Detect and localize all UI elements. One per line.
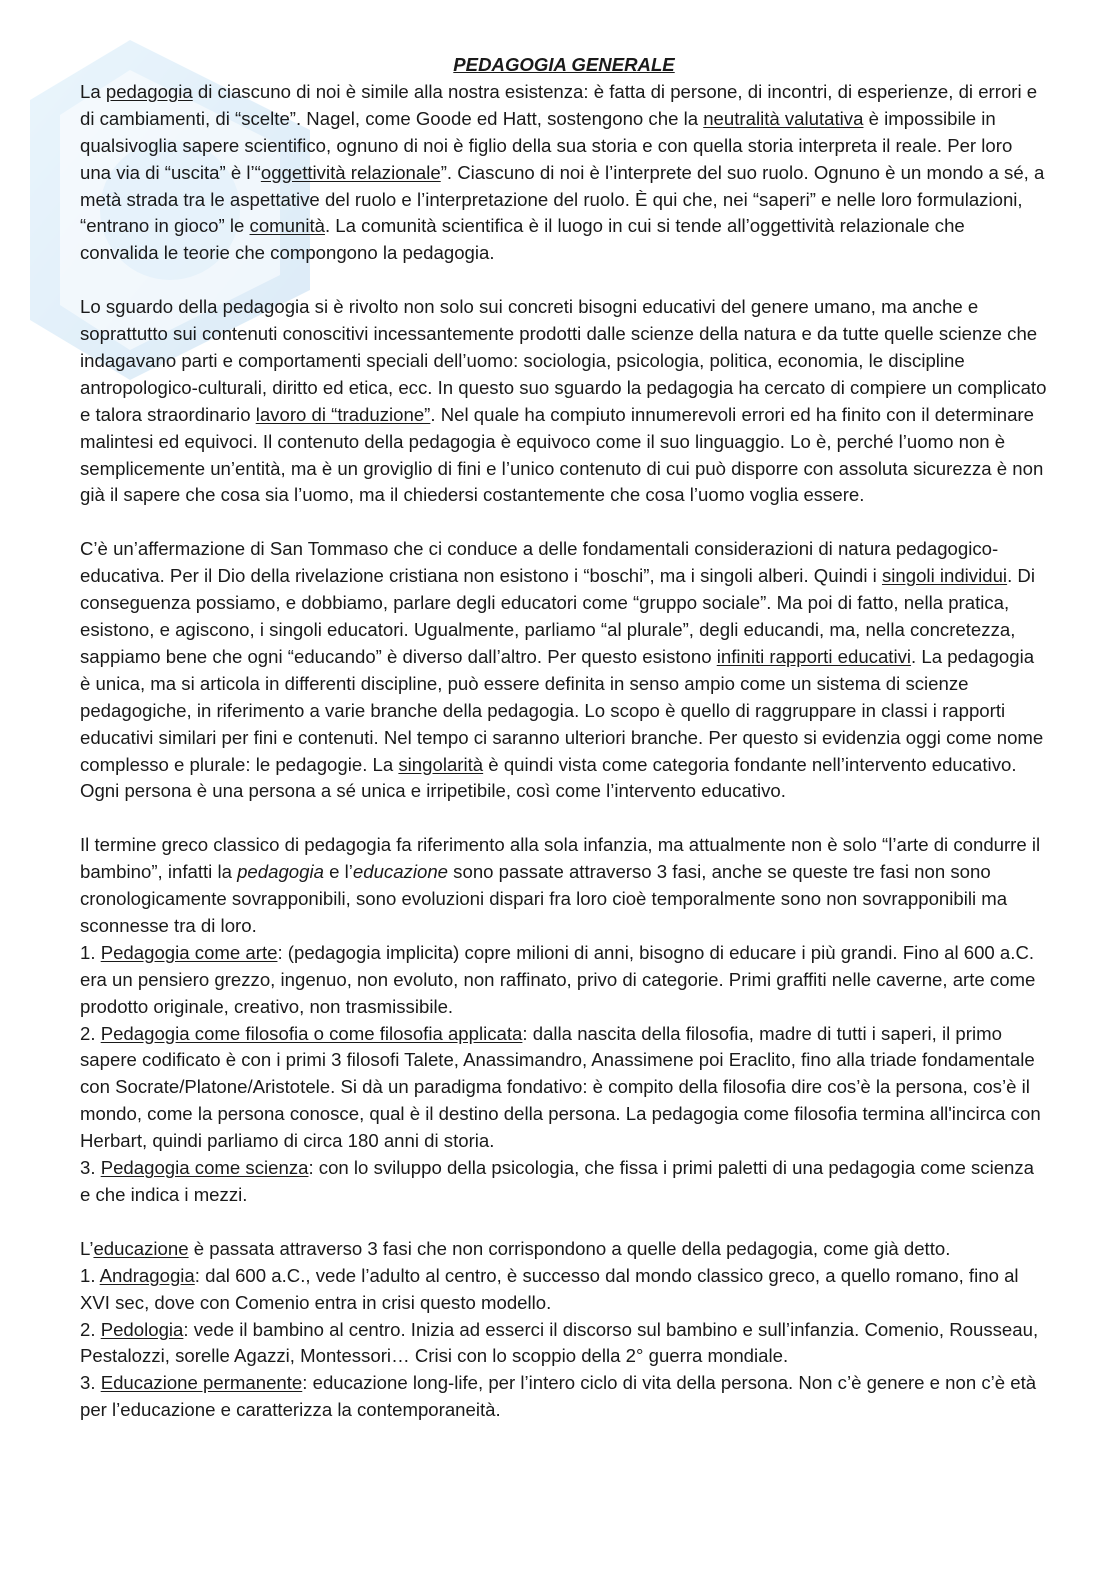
document-body	[80, 52, 1048, 1424]
list-item-label: Andragogia	[99, 1264, 195, 1286]
paragraph-1	[80, 79, 1048, 267]
list-item	[80, 1263, 1048, 1317]
underlined-term: singolarità	[398, 753, 484, 775]
list-item-label: Pedagogia come scienza	[100, 1157, 309, 1179]
text: C’è un’affermazione di San Tommaso che ci conduce a delle fondamentali considerazioni di natura pedagogico-educativa. Per il Dio della rivelazione cristiana non esistono i “boschi”, ma i singoli alberi. Quindi i	[80, 538, 999, 587]
underlined-term: comunità	[249, 215, 325, 237]
paragraph-gap	[80, 1209, 1048, 1236]
underlined-term: educazione	[93, 1237, 189, 1259]
paragraph-gap	[80, 267, 1048, 294]
text: Il termine greco classico di pedagogia fa riferimento alla sola infanzia, ma attualmente non è solo “l’arte di condurre il bambino”, infatti la	[80, 834, 1041, 883]
underlined-term: lavoro di “traduzione”	[255, 403, 431, 425]
underlined-term: oggettività relazionale	[260, 161, 441, 183]
list-number: 1.	[80, 941, 101, 963]
list-item	[80, 1317, 1048, 1371]
list-item	[80, 1370, 1048, 1424]
text: . Di conseguenza possiamo, e dobbiamo, parlare degli educatori come “gruppo sociale”. Ma poi di fatto, nella pratica, esistono, e agiscono, i singoli educatori. Ugualmente, parliamo “al plurale”, degli educandi, ma, nella concretezza, sappiamo bene che ogni “educando” è diverso dall’altro. Per questo esistono	[80, 565, 1035, 667]
text: ”. Ciascuno di noi è l’interprete del suo ruolo. Ognuno è un mondo a sé, a metà strada tra le aspettative del ruolo e l’interpretazione del ruolo. È qui che, nei “saperi” e nelle loro formulazioni, “entrano in gioco” le	[80, 161, 1045, 237]
paragraph-2	[80, 294, 1048, 509]
list-number: 2.	[80, 1318, 101, 1340]
underlined-term: infiniti rapporti educativi	[716, 645, 912, 667]
list-item-text: : vede il bambino al centro. Inizia ad esserci il discorso sul bambino e sull’infanzia. Comenio, Rousseau, Pestalozzi, sorelle Agazzi, Montessori… Crisi con lo scoppio della 2° guerra mondiale.	[80, 1318, 1039, 1367]
paragraph-gap	[80, 805, 1048, 832]
list-item-label: Pedagogia come arte	[100, 941, 278, 963]
underlined-term: singoli individui	[881, 565, 1008, 587]
list-number: 1.	[80, 1264, 100, 1286]
underlined-term: neutralità valutativa	[703, 107, 864, 129]
list-item-label: Educazione permanente	[100, 1372, 303, 1394]
list-number: 3.	[80, 1372, 101, 1394]
italic-term: educazione	[352, 861, 449, 883]
text: . La pedagogia è unica, ma si articola in differenti discipline, può essere definita in senso ampio come un sistema di scienze pedagogiche, in riferimento a varie branche della pedagogia. Lo scopo è quello di raggruppare in classi i rapporti educativi similari per fini e contenuti. Nel tempo ci saranno ulteriori branche. Per questo si evidenzia oggi come nome complesso e plurale: le pedagogie. La	[80, 645, 1044, 775]
list-item	[80, 1021, 1048, 1156]
list-item-text: : dalla nascita della filosofia, madre di tutti i saperi, il primo sapere codificato è con i primi 3 filosofi Talete, Anassimandro, Anassimene poi Eraclito, fino alla triade fondamentale con Socrate/Platone/Aristotele. Si dà un paradigma fondativo: è compito della filosofia dire cos’è la persona, cos’è il mondo, come la persona conosce, qual è il destino della persona. La pedagogia come filosofia termina all'incirca con Herbart, quindi parliamo di circa 180 anni di storia.	[80, 1022, 1041, 1152]
text: . Nel quale ha compiuto innumerevoli errori ed ha finito con il determinare malintesi ed equivoci. Il contenuto della pedagogia è equivoco come il suo linguaggio. Lo è, perché l’uomo non è semplicemente un’entità, ma è un groviglio di fini e l’unico contenuto di cui può disporre con assoluta sicurezza è non già il sapere che cosa sia l’uomo, ma il chiedersi costantemente che cosa l’uomo voglia essere.	[80, 403, 1044, 506]
text: e l’	[323, 861, 353, 883]
list-item-text: : con lo sviluppo della psicologia, che fissa i primi paletti di una pedagogia come scienza e che indica i mezzi.	[80, 1157, 1035, 1206]
italic-term: pedagogia	[237, 861, 324, 883]
underlined-term: pedagogia	[105, 80, 193, 102]
paragraph-gap	[80, 509, 1048, 536]
text: . La comunità scientifica è il luogo in cui si tende all’oggettività relazionale che convalida le teorie che compongono la pedagogia.	[80, 215, 965, 264]
list-item-text: : educazione long-life, per l’intero ciclo di vita della persona. Non c’è genere e non c’è età per l’educazione e caratterizza la contemporaneità.	[80, 1372, 1037, 1421]
text: è quindi vista come categoria fondante nell’intervento educativo. Ogni persona è una persona a sé unica e irripetibile, così come l’intervento educativo.	[80, 753, 1017, 802]
list-item-text: : dal 600 a.C., vede l’adulto al centro, è successo dal mondo classico greco, a quello romano, fino al XVI sec, dove con Comenio entra in crisi questo modello.	[80, 1264, 1019, 1313]
text: è impossibile in qualsivoglia sapere scientifico, ognuno di noi è figlio della sua storia e con quella storia interpreta il reale. Per loro una via di “uscita” è l’“	[80, 107, 1013, 183]
list-number: 2.	[80, 1022, 101, 1044]
text: sono passate attraverso 3 fasi, anche se queste tre fasi non sono cronologicamente sovrapponibili, sono evoluzioni dispari fra loro cioè temporalmente sono non sovrapponibili ma sconnesse tra di loro.	[80, 861, 1008, 936]
text: L’	[80, 1237, 94, 1259]
text: è passata attraverso 3 fasi che non corrispondono a quelle della pedagogia, come già detto.	[188, 1237, 951, 1259]
list-item-label: Pedologia	[100, 1318, 184, 1340]
paragraph-3	[80, 536, 1048, 805]
list-item-label: Pedagogia come filosofia o come filosofia applicata	[100, 1022, 523, 1044]
list-item	[80, 1155, 1048, 1209]
list-number: 3.	[80, 1157, 101, 1179]
list-item-text: : (pedagogia implicita) copre milioni di anni, bisogno di educare i più grandi. Fino al 600 a.C. era un pensiero grezzo, ingenuo, non evoluto, non raffinato, privo di categorie. Primi graffiti nelle caverne, arte come prodotto originale, creativo, non trasmissibile.	[80, 941, 1036, 1017]
paragraph-5	[80, 1236, 1048, 1263]
text: di ciascuno di noi è simile alla nostra esistenza: è fatta di persone, di incontri, di esperienze, di errori e di cambiamenti, di “scelte”. Nagel, come Goode ed Hatt, sostengono che la	[80, 80, 1038, 129]
text: Lo sguardo della pedagogia si è rivolto non solo sui concreti bisogni educativi del genere umano, ma anche e soprattutto sui contenuti conoscitivi incessantemente prodotti dalle scienze della natura e da tutte quelle scienze che indagavano parti e comportamenti speciali dell’uomo: sociologia, psicologia, politica, economia, le discipline antropologico-culturali, diritto ed etica, ecc. In questo suo sguardo la pedagogia ha cercato di compiere un complicato e talora straordinario	[80, 296, 1047, 425]
text: La	[80, 80, 106, 102]
paragraph-4	[80, 832, 1048, 940]
page-title: PEDAGOGIA GENERALE	[453, 54, 675, 75]
list-item	[80, 940, 1048, 1021]
